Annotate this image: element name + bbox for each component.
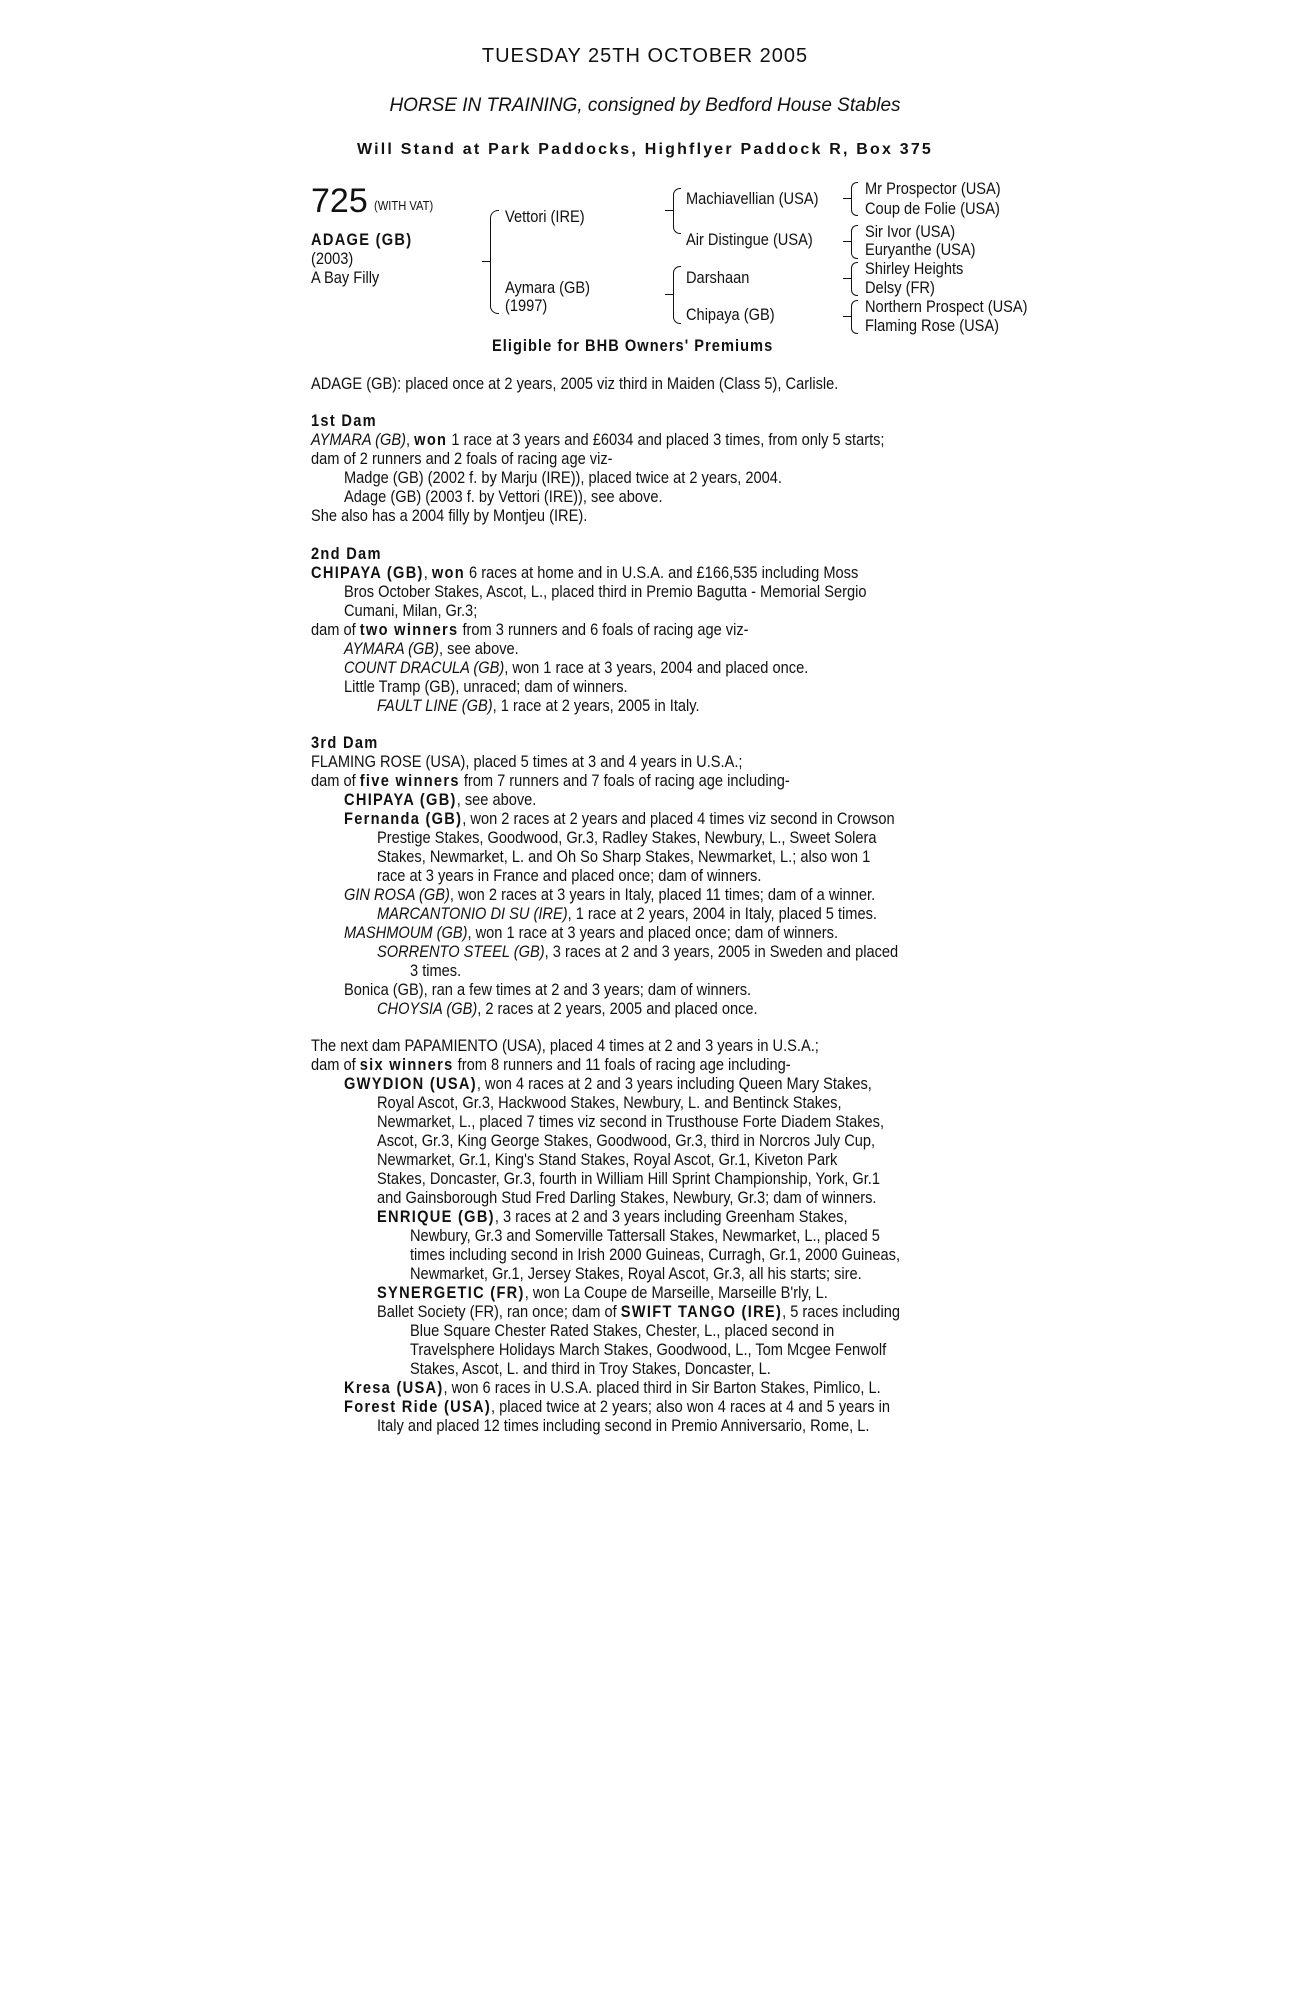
next-dam-foal-1-line-7: and Gainsborough Stud Fred Darling Stakes, Newbury, Gr.3; dam of winners.: [377, 1188, 877, 1207]
next-dam-foal-3: Forest Ride (USA), placed twice at 2 years; also won 4 races at 4 and 5 years in: [344, 1397, 891, 1416]
first-dam-note: She also has a 2004 filly by Montjeu (IRE).: [311, 506, 588, 525]
third-dam-foal-4-progeny: SORRENTO STEEL (GB), 3 races at 2 and 3 years, 2005 in Sweden and placed: [377, 942, 899, 961]
next-dam-foal-2: Kresa (USA), won 6 races in U.S.A. placed third in Sir Barton Stakes, Pimlico, L.: [344, 1378, 881, 1397]
pedigree-g6: Delsy (FR): [865, 278, 935, 297]
second-dam-foal-1: AYMARA (GB), see above.: [344, 639, 519, 658]
third-dam-foal-3-progeny: MARCANTONIO DI SU (IRE), 1 race at 2 years, 2004 in Italy, placed 5 times.: [377, 904, 877, 923]
eligibility-note: Eligible for BHB Owners' Premiums: [492, 336, 774, 355]
next-dam-foal-1-line-4: Ascot, Gr.3, King George Stakes, Goodwood, Gr.3, third in Norcros July Cup,: [377, 1131, 876, 1150]
horse-year: (2003): [311, 249, 354, 268]
next-dam-grandfoal-1-line-4: Newmarket, Gr.1, Jersey Stakes, Royal Ascot, Gr.3, all his starts; sire.: [410, 1264, 862, 1283]
next-dam-grandfoal-2: SYNERGETIC (FR), won La Coupe de Marseille, Marseille B'rly, L.: [377, 1283, 828, 1302]
next-dam-foal-1: GWYDION (USA), won 4 races at 2 and 3 years including Queen Mary Stakes,: [344, 1074, 872, 1093]
pedigree-g3: Sir Ivor (USA): [865, 222, 956, 241]
next-dam-foal-1-line-2: Royal Ascot, Gr.3, Hackwood Stakes, Newbury, L. and Bentinck Stakes,: [377, 1093, 842, 1112]
third-dam-heading: 3rd Dam: [311, 733, 379, 752]
lot-number: 725: [311, 182, 368, 220]
pedigree-dam-year: (1997): [505, 296, 548, 315]
horse-name: ADAGE (GB): [311, 230, 413, 249]
sire-brace: [673, 188, 681, 234]
second-dam-foal-3-progeny: FAULT LINE (GB), 1 race at 2 years, 2005 in Italy.: [377, 696, 700, 715]
third-dam-foal-2-line-3: Stakes, Newmarket, L. and Oh So Sharp Stakes, Newmarket, L.; also won 1: [377, 847, 871, 866]
second-dam-line-2: Bros October Stakes, Ascot, L., placed third in Premio Bagutta - Memorial Sergio: [344, 582, 867, 601]
third-dam-foal-2: Fernanda (GB), won 2 races at 2 years and placed 4 times viz second in Crowson: [344, 809, 895, 828]
second-dam-produce: dam of two winners from 3 runners and 6 foals of racing age viz-: [311, 620, 749, 639]
third-dam-foal-2-line-2: Prestige Stakes, Goodwood, Gr.3, Radley Stakes, Newbury, L., Sweet Solera: [377, 828, 877, 847]
first-dam-line: AYMARA (GB), won 1 race at 3 years and £6034 and placed 3 times, from only 5 starts;: [311, 430, 885, 449]
first-dam-heading: 1st Dam: [311, 411, 377, 430]
next-dam-grandfoal-3-line-4: Stakes, Ascot, L. and third in Troy Stakes, Doncaster, L.: [410, 1359, 771, 1378]
next-dam-grandfoal-3: Ballet Society (FR), ran once; dam of SWIFT TANGO (IRE), 5 races including: [377, 1302, 900, 1321]
next-dam-produce: dam of six winners from 8 runners and 11 foals of racing age including-: [311, 1055, 791, 1074]
dam-brace: [673, 266, 681, 324]
third-dam-foal-5: Bonica (GB), ran a few times at 2 and 3 years; dam of winners.: [344, 980, 752, 999]
next-dam-foal-1-line-6: Stakes, Doncaster, Gr.3, fourth in William Hill Sprint Championship, York, Gr.1: [377, 1169, 880, 1188]
third-dam-foal-2-line-4: race at 3 years in France and placed once; dam of winners.: [377, 866, 762, 885]
pedigree-g4: Euryanthe (USA): [865, 240, 976, 259]
pedigree-dam: Aymara (GB): [505, 278, 591, 297]
first-dam-foal-1: Madge (GB) (2002 f. by Marju (IRE)), placed twice at 2 years, 2004.: [344, 468, 782, 487]
stand-location: Will Stand at Park Paddocks, Highflyer Paddock R, Box 375: [356, 141, 934, 158]
race-record: ADAGE (GB): placed once at 2 years, 2005 viz third in Maiden (Class 5), Carlisle.: [311, 374, 839, 393]
pedigree-sire: Vettori (IRE): [505, 207, 585, 226]
third-dam-produce: dam of five winners from 7 runners and 7 foals of racing age including-: [311, 771, 790, 790]
g-brace-3: [851, 262, 858, 296]
next-dam-foal-3-line-2: Italy and placed 12 times including second in Premio Anniversario, Rome, L.: [377, 1416, 870, 1435]
third-dam-foal-3: GIN ROSA (GB), won 2 races at 3 years in Italy, placed 11 times; dam of a winner.: [344, 885, 876, 904]
pedigree-dam-sire: Darshaan: [686, 268, 750, 287]
g-brace-4: [851, 300, 858, 334]
pedigree-g2: Coup de Folie (USA): [865, 199, 1000, 218]
next-dam-grandfoal-3-line-3: Travelsphere Holidays March Stakes, Goodwood, L., Tom Mcgee Fenwolf: [410, 1340, 887, 1359]
second-dam-line-1: CHIPAYA (GB), won 6 races at home and in U.S.A. and £166,535 including Moss: [311, 563, 859, 582]
third-dam-foal-1: CHIPAYA (GB), see above.: [344, 790, 537, 809]
pedigree-brace: [490, 210, 499, 314]
third-dam-foal-4-progeny-line-2: 3 times.: [410, 961, 462, 980]
third-dam-foal-5-progeny: CHOYSIA (GB), 2 races at 2 years, 2005 and placed once.: [377, 999, 758, 1018]
next-dam-foal-1-line-3: Newmarket, L., placed 7 times viz second in Trusthouse Forte Diadem Stakes,: [377, 1112, 885, 1131]
g-brace-1: [851, 182, 858, 216]
vat-note: (WITH VAT): [374, 198, 434, 213]
next-dam-line-1: The next dam PAPAMIENTO (USA), placed 4 times at 2 and 3 years in U.S.A.;: [311, 1036, 819, 1055]
first-dam-foal-2: Adage (GB) (2003 f. by Vettori (IRE)), see above.: [344, 487, 663, 506]
next-dam-grandfoal-1-line-2: Newbury, Gr.3 and Somerville Tattersall Stakes, Newmarket, L., placed 5: [410, 1226, 880, 1245]
second-dam-foal-2: COUNT DRACULA (GB), won 1 race at 3 years, 2004 and placed once.: [344, 658, 809, 677]
pedigree-sire-dam: Air Distingue (USA): [686, 230, 813, 249]
g-brace-2: [851, 225, 858, 259]
second-dam-line-3: Cumani, Milan, Gr.3;: [344, 601, 478, 620]
second-dam-heading: 2nd Dam: [311, 544, 382, 563]
first-dam-produce: dam of 2 runners and 2 foals of racing age viz-: [311, 449, 613, 468]
pedigree-sire-sire: Machiavellian (USA): [686, 189, 819, 208]
third-dam-foal-4: MASHMOUM (GB), won 1 race at 3 years and placed once; dam of winners.: [344, 923, 839, 942]
pedigree-g1: Mr Prospector (USA): [865, 179, 1001, 198]
consignor-line: HORSE IN TRAINING, consigned by Bedford House Stables: [389, 95, 901, 116]
next-dam-foal-1-line-5: Newmarket, Gr.1, King's Stand Stakes, Royal Ascot, Gr.1, Kiveton Park: [377, 1150, 838, 1169]
pedigree-g8: Flaming Rose (USA): [865, 316, 1000, 335]
next-dam-grandfoal-3-line-2: Blue Square Chester Rated Stakes, Chester, L., placed second in: [410, 1321, 835, 1340]
sale-date: TUESDAY 25TH OCTOBER 2005: [481, 45, 809, 67]
next-dam-grandfoal-1-line-3: times including second in Irish 2000 Guineas, Curragh, Gr.1, 2000 Guineas,: [410, 1245, 901, 1264]
horse-description: A Bay Filly: [311, 268, 380, 287]
pedigree-g5: Shirley Heights: [865, 259, 964, 278]
pedigree-g7: Northern Prospect (USA): [865, 297, 1028, 316]
pedigree-dam-dam: Chipaya (GB): [686, 305, 775, 324]
next-dam-grandfoal-1: ENRIQUE (GB), 3 races at 2 and 3 years including Greenham Stakes,: [377, 1207, 848, 1226]
third-dam-line-1: FLAMING ROSE (USA), placed 5 times at 3 and 4 years in U.S.A.;: [311, 752, 743, 771]
second-dam-foal-3: Little Tramp (GB), unraced; dam of winners.: [344, 677, 628, 696]
